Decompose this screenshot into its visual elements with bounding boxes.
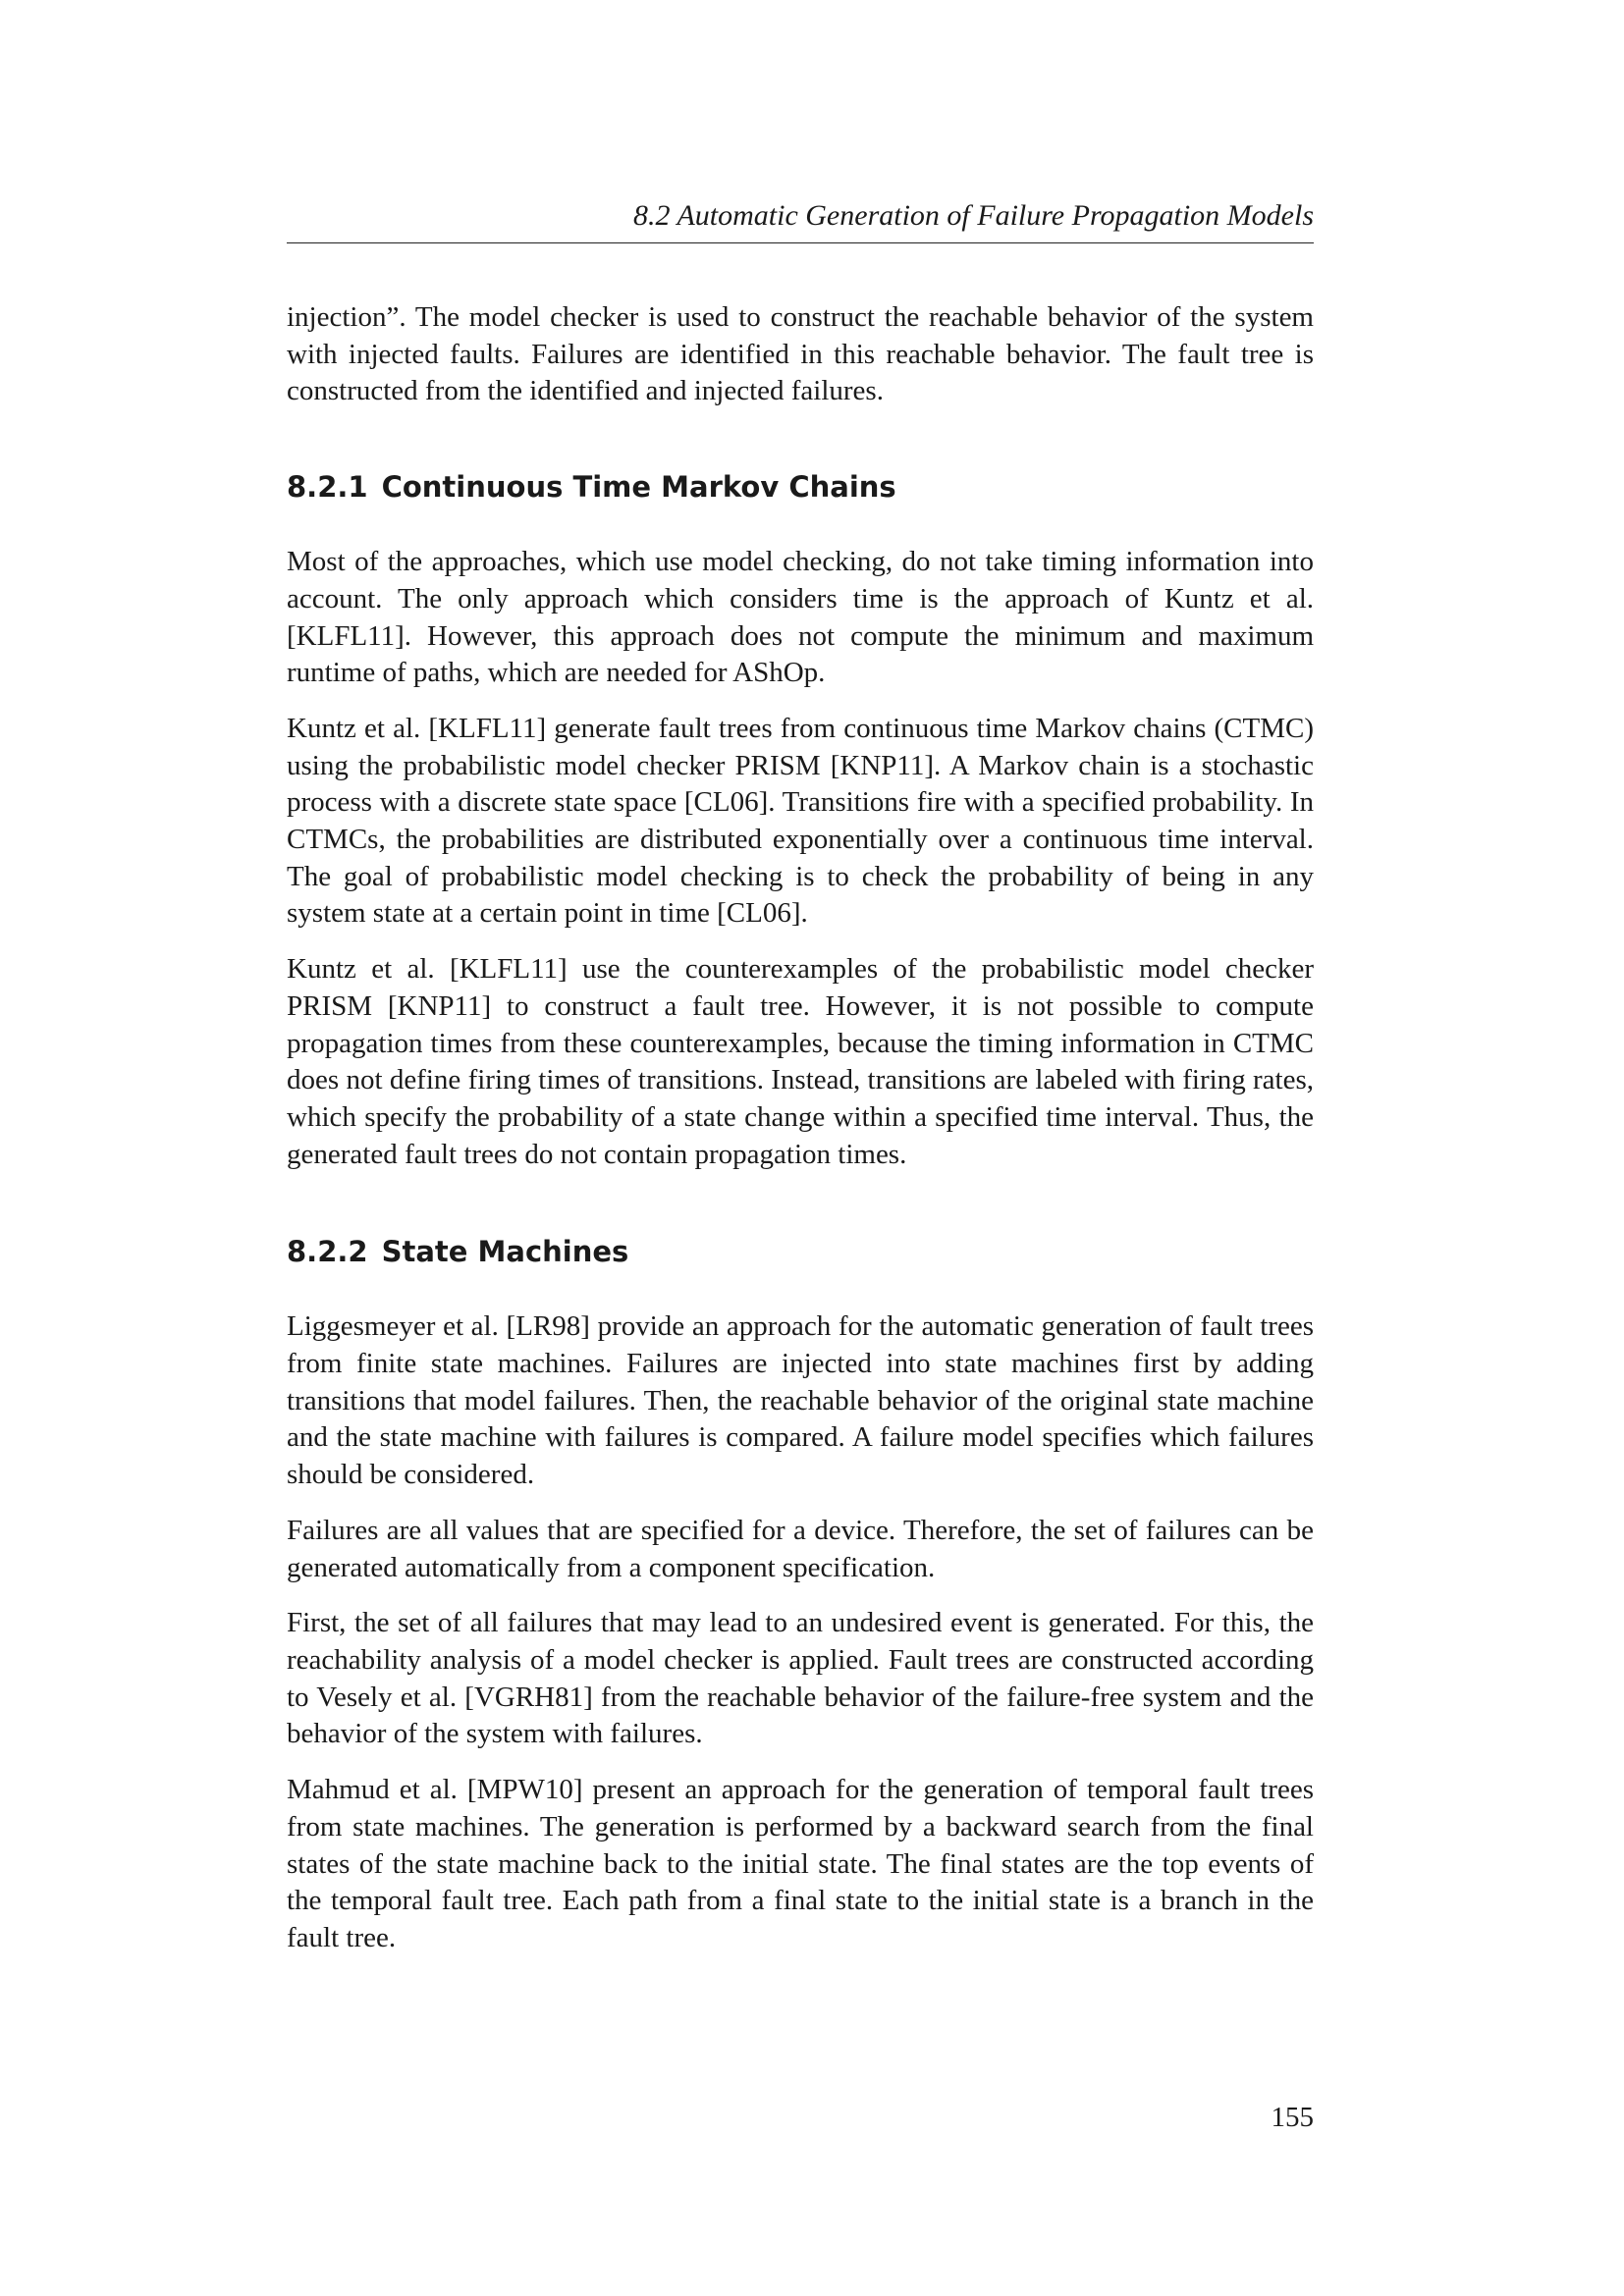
body-paragraph: Kuntz et al. [KLFL11] use the counterexamples of the probabilistic model checker PRISM [KNP11] to construct a fault tree. However, it is not possible to compute propagation times from these counterexamples, because the timing information in CTMC does not define firing times of transitions. Instead, transitions are labeled with firing rates, which specify the probability of a state change within a specified time interval. Thus, the generated fault trees do not contain propagation times.	[287, 953, 1314, 1170]
running-head: 8.2 Automatic Generation of Failure Propagation Models	[633, 199, 1314, 232]
section-number: 8.2.2	[287, 1235, 368, 1269]
body-paragraph: Kuntz et al. [KLFL11] generate fault trees from continuous time Markov chains (CTMC) using the probabilistic model checker PRISM [KNP11]. A Markov chain is a stochastic process with a discrete state space [CL06]. Transitions fire with a specified probability. In CTMCs, the probabilities are distributed exponentially over a continuous time interval. The goal of probabilistic model checking is to check the probability of being in any system state at a certain point in time [CL06].	[287, 712, 1314, 930]
section-number: 8.2.1	[287, 470, 368, 505]
section-title: State Machines	[381, 1235, 629, 1269]
body-paragraph: Liggesmeyer et al. [LR98] provide an approach for the automatic generation of fault trees from finite state machines. Failures are injected into state machines first by adding transitions that model failures. Then, the reachable behavior of the original state machine and the state machine with failures is compared. A failure model specifies which failures should be considered.	[287, 1310, 1314, 1491]
section-heading-8-2-2	[287, 1234, 1314, 1269]
intro-paragraph: injection”. The model checker is used to construct the reachable behavior of the system with injected faults. Failures are identified in this reachable behavior. The fault tree is constructed from the identified and injected failures.	[287, 301, 1314, 407]
section-title: Continuous Time Markov Chains	[381, 470, 896, 505]
body-paragraph: Mahmud et al. [MPW10] present an approach for the generation of temporal fault trees from state machines. The generation is performed by a backward search from the final states of the state machine back to the initial state. The final states are the top events of the temporal fault tree. Each path from a final state to the initial state is a branch in the fault tree.	[287, 1774, 1314, 1953]
body-paragraph: First, the set of all failures that may lead to an undesired event is generated. For this, the reachability analysis of a model checker is applied. Fault trees are constructed according to Vesely et al. [VGRH81] from the reachable behavior of the failure-free system and the behavior of the system with failures.	[287, 1607, 1314, 1750]
body-paragraph: Most of the approaches, which use model checking, do not take timing information into account. The only approach which considers time is the approach of Kuntz et al. [KLFL11]. However, this approach does not compute the minimum and maximum runtime of paths, which are needed for AShOp.	[287, 546, 1314, 689]
page-body	[287, 299, 1314, 1957]
page-header	[287, 191, 1314, 243]
body-paragraph: Failures are all values that are specified for a device. Therefore, the set of failures can be generated automatically from a component specification.	[287, 1514, 1314, 1583]
page-number: 155	[1271, 2102, 1314, 2133]
section-heading-8-2-1	[287, 469, 1314, 505]
